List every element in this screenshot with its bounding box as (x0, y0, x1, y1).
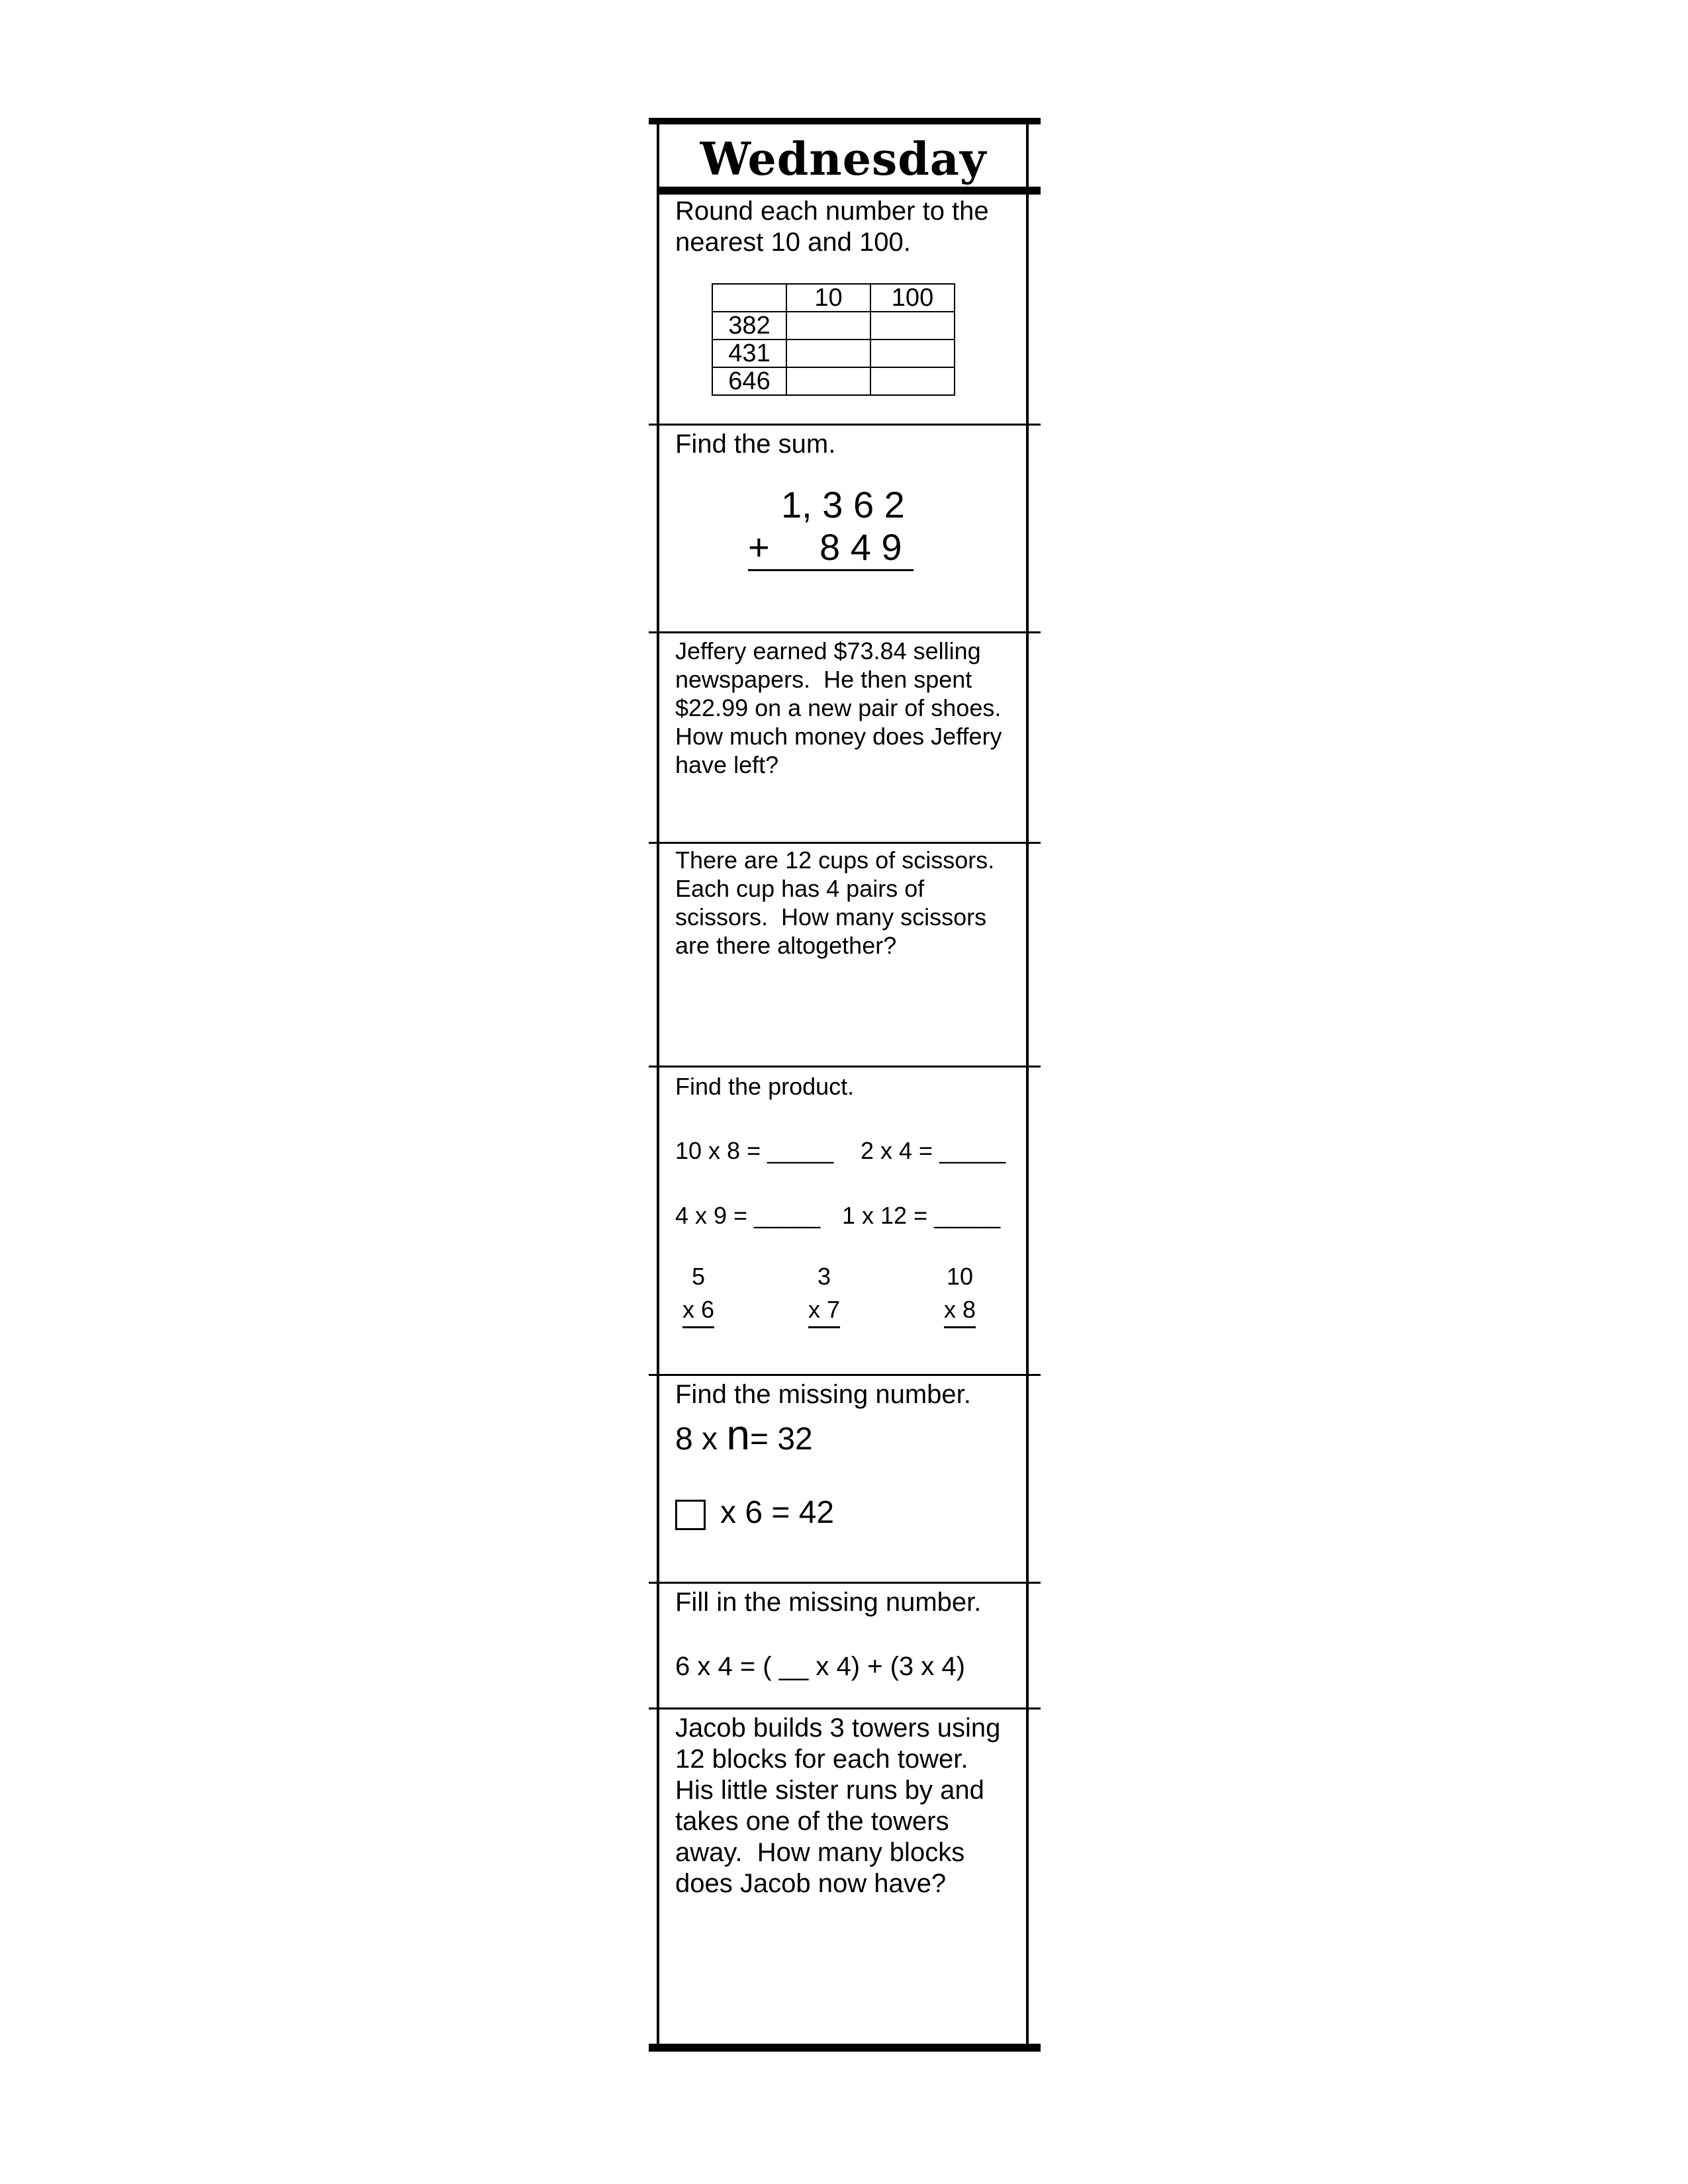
multiplicand: 10 (946, 1263, 974, 1290)
top-rule (649, 118, 1041, 124)
section-divider (649, 842, 1041, 844)
missing-number-section (675, 1379, 1019, 1410)
section-divider (649, 1582, 1041, 1584)
missing-equation-1 (675, 1411, 813, 1459)
missing-number-prompt: Find the missing number. (675, 1380, 971, 1409)
sum-underline (748, 569, 914, 571)
jacob-section (675, 1713, 1019, 1899)
table-header-cell: 10 (786, 284, 870, 312)
section-divider (649, 1707, 1041, 1709)
product-equation: 2 x 4 = _____ (861, 1137, 1006, 1164)
table-header-cell: 100 (870, 284, 955, 312)
equation-left: 8 x (675, 1422, 727, 1457)
rounding-prompt: Round each number to the nearest 10 and 100. (675, 197, 996, 257)
section-divider (649, 1374, 1041, 1376)
table-header-cell (712, 284, 786, 312)
scissors-problem-text: There are 12 cups of scissors. Each cup has 4 pairs of scissors. How many scissors are there altogether? (675, 846, 1008, 959)
bottom-rule (649, 2044, 1041, 2052)
table-row (712, 340, 955, 367)
product-prompt: Find the product. (675, 1073, 855, 1100)
left-border (657, 118, 659, 2052)
vertical-multiplication (801, 1260, 847, 1328)
rounding-table (712, 283, 955, 396)
answer-cell[interactable] (870, 340, 955, 367)
section-divider (649, 424, 1041, 426)
multiplier: x 8 (944, 1293, 976, 1328)
product-equation: 10 x 8 = _____ (675, 1137, 834, 1164)
section-divider (649, 1066, 1041, 1068)
title-rule (657, 187, 1041, 195)
vertical-multiplication (933, 1260, 986, 1328)
multiplicand: 5 (691, 1263, 706, 1290)
section-divider (649, 631, 1041, 633)
equation-right: = 32 (749, 1422, 813, 1457)
vertical-multiplication (675, 1260, 722, 1328)
jacob-problem-text: Jacob builds 3 towers using 12 blocks for each tower. His little sister runs by and takes one of the towers away. How many blocks does Jacob now have? (675, 1713, 1008, 1898)
answer-cell[interactable] (870, 312, 955, 340)
table-cell: 646 (712, 367, 786, 395)
fill-in-prompt: Fill in the missing number. (675, 1588, 982, 1617)
sum-prompt: Find the sum. (675, 430, 836, 459)
sum-section (675, 429, 1019, 460)
rounding-section (675, 196, 1019, 258)
plus-sign: + (748, 526, 770, 568)
product-equation: 4 x 9 = _____ (675, 1202, 821, 1229)
fill-in-equation: 6 x 4 = ( __ x 4) + (3 x 4) (675, 1652, 965, 1681)
fill-in-section (675, 1587, 1019, 1618)
product-equation: 1 x 12 = _____ (842, 1202, 1001, 1229)
day-title: Wednesday (700, 133, 987, 186)
answer-cell[interactable] (786, 340, 870, 367)
table-row (712, 312, 955, 340)
table-cell: 431 (712, 340, 786, 367)
multiplicand: 3 (817, 1263, 831, 1290)
missing-equation-2: x 6 = 42 (720, 1495, 835, 1530)
table-row (712, 284, 955, 312)
table-row (712, 367, 955, 395)
multiplier: x 7 (808, 1293, 840, 1328)
multiplier: x 6 (682, 1293, 714, 1328)
jeffery-problem-text: Jeffery earned $73.84 selling newspapers. He then spent $22.99 on a new pair of shoes. How much money does Jeffery have left? (675, 637, 1015, 778)
table-cell: 382 (712, 312, 786, 340)
variable-n: n (726, 1411, 750, 1459)
answer-cell[interactable] (870, 367, 955, 395)
addend-top: 1, 3 6 2 (781, 484, 905, 525)
addend-bottom: 8 4 9 (820, 526, 902, 568)
worksheet-strip (649, 118, 1041, 2052)
product-section (675, 1072, 1019, 1101)
scissors-section (675, 846, 1019, 960)
blank-box[interactable] (675, 1500, 706, 1530)
answer-cell[interactable] (786, 367, 870, 395)
jeffery-section (675, 637, 1019, 779)
answer-cell[interactable] (786, 312, 870, 340)
right-border (1026, 118, 1029, 2052)
